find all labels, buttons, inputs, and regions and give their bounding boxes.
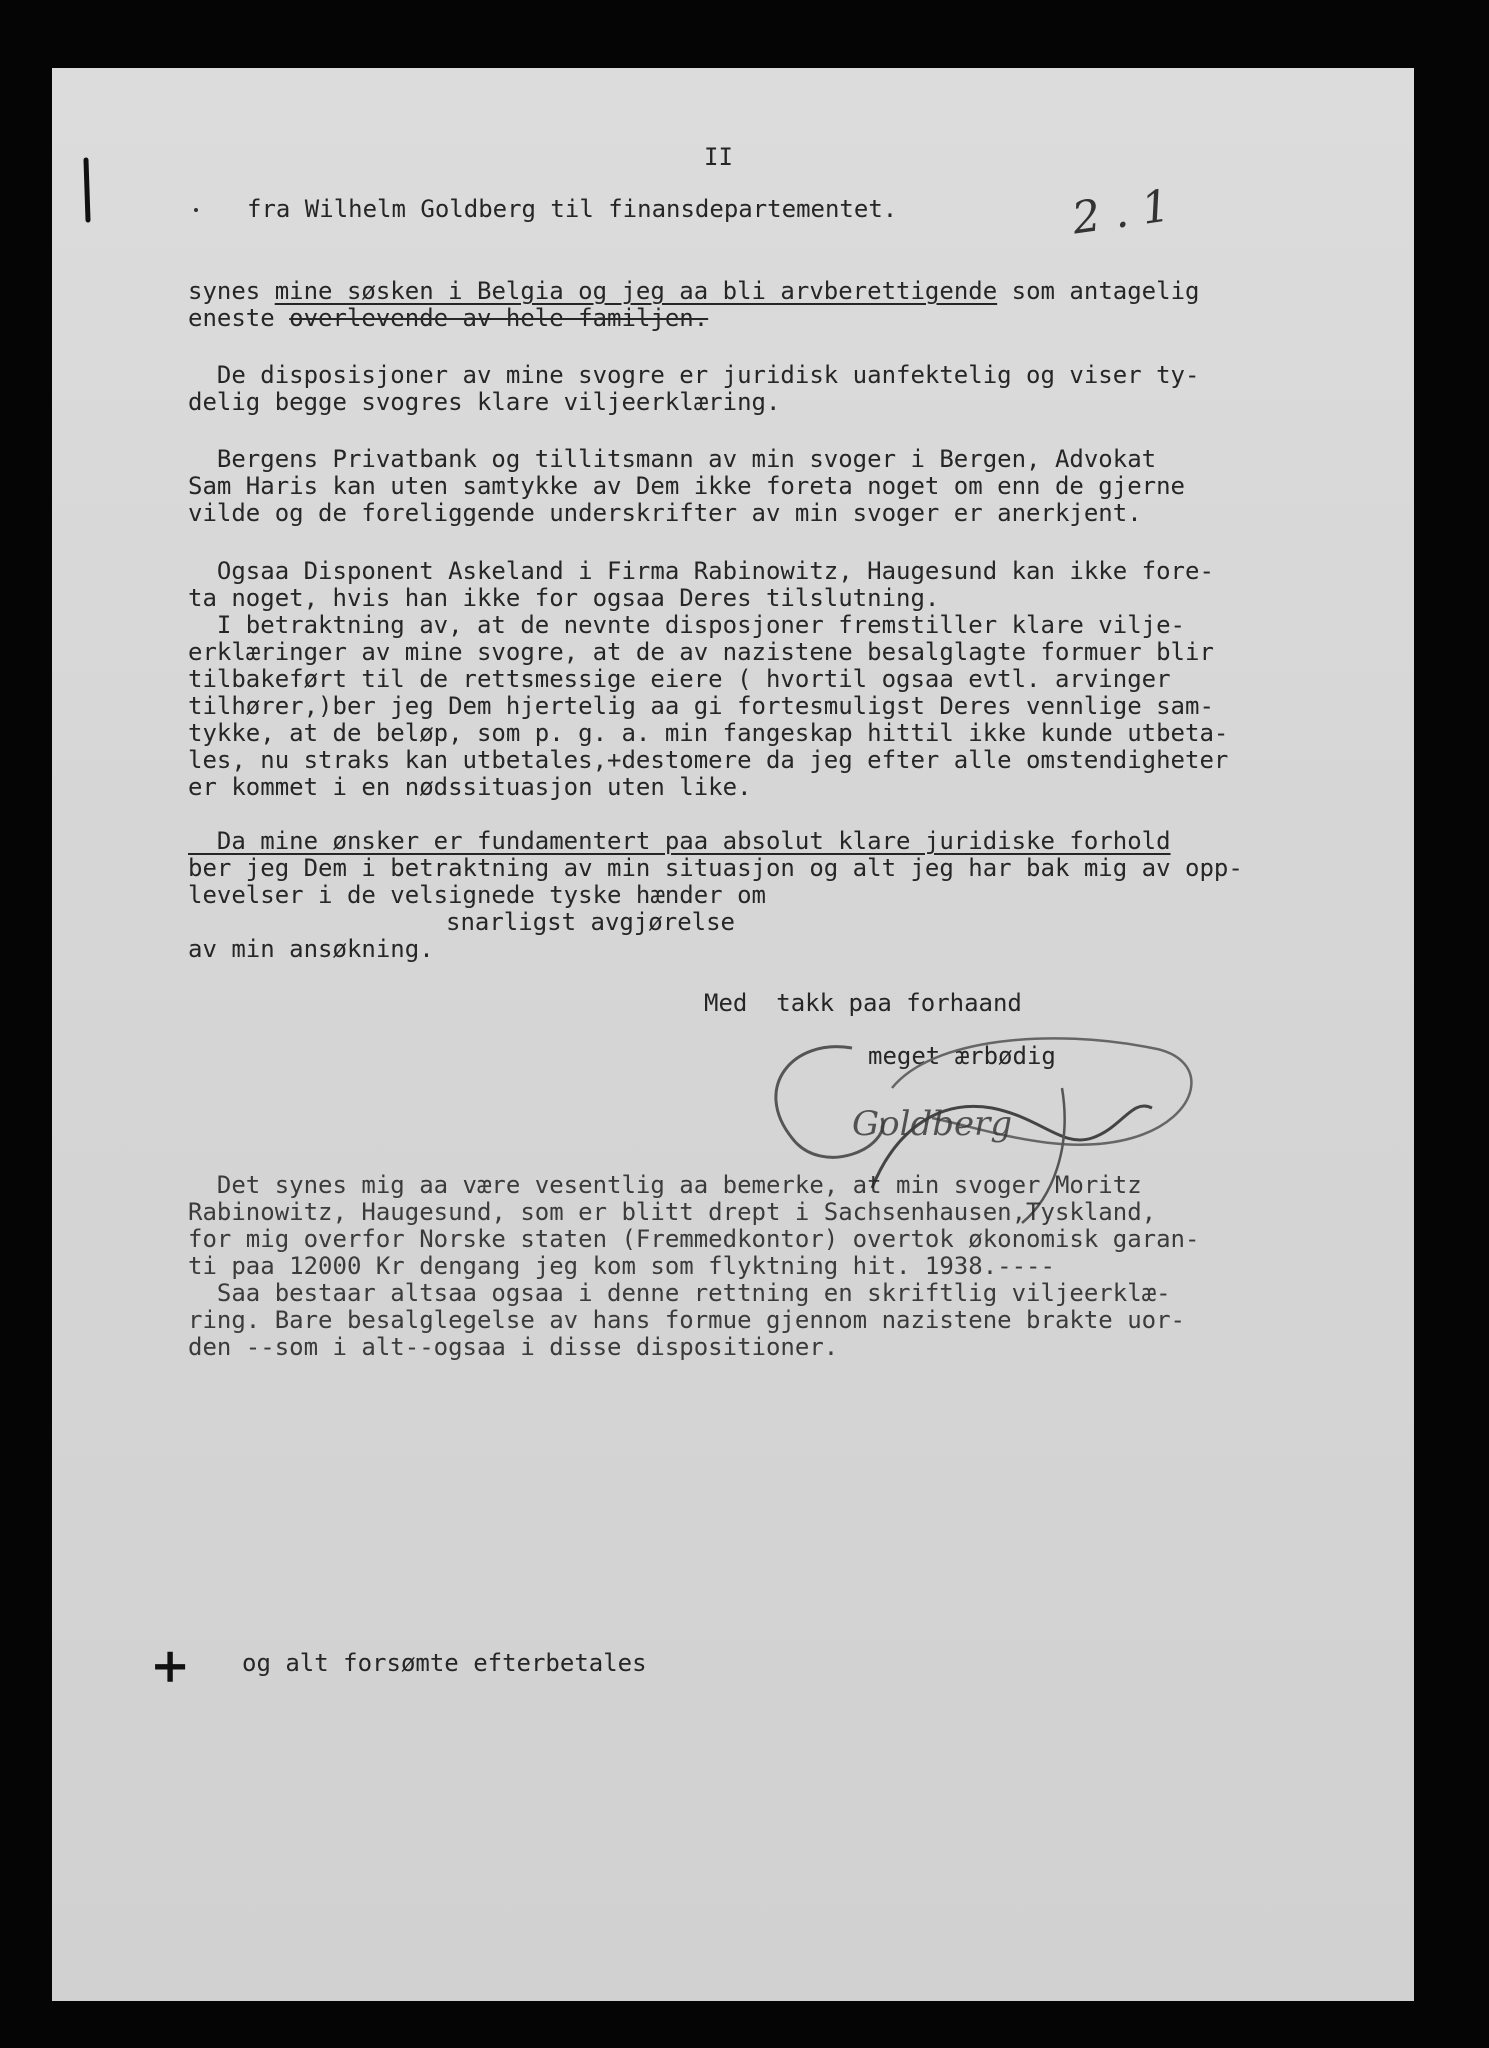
postscript-line: Det synes mig aa være vesentlig aa bemerke, at min svoger Moritz: [188, 1171, 1142, 1199]
footnote-text: og alt forsømte efterbetales: [242, 1649, 647, 1677]
typewritten-letter-page: [52, 68, 1414, 2001]
footnote-marker: +: [150, 1638, 191, 1694]
archive-handwritten-mark: 2.1: [1068, 178, 1187, 245]
paragraph-4-line: ta noget, hvis han ikke for ogsaa Deres tilslutning.: [188, 584, 940, 612]
postscript-line: for mig overfor Norske staten (Fremmedkontor) overtok økonomisk garan-: [188, 1225, 1200, 1253]
postscript-line: ring. Bare besalglegelse av hans formue gjennom nazistene brakte uor-: [188, 1306, 1185, 1334]
paragraph-1-line-1: synes mine søsken i Belgia og jeg aa bli arvberettigende som antagelig: [188, 277, 1200, 305]
paragraph-2-line: De disposisjoner av mine svogre er juridisk uanfektelig og viser ty-: [188, 361, 1200, 389]
dot-mark: [192, 206, 202, 216]
paragraph-4-line: I betraktning av, at de nevnte disposjoner fremstiller klare vilje-: [188, 611, 1185, 639]
margin-mark: [52, 68, 92, 268]
signature: Goldberg: [852, 1104, 1013, 1144]
header-line: fra Wilhelm Goldberg til finansdepartementet.: [247, 195, 898, 223]
paragraph-3-line: vilde og de foreliggende underskrifter av min svoger er anerkjent.: [188, 499, 1142, 527]
paragraph-5-line-1: Da mine ønsker er fundamentert paa absolut klare juridiske forhold: [188, 827, 1171, 855]
paragraph-4-line: er kommet i en nødssituasjon uten like.: [188, 773, 752, 801]
paragraph-5-line-4: snarligst avgjørelse: [446, 908, 735, 936]
paragraph-4-line: erklæringer av mine svogre, at de av nazistene besalglagte formuer blir: [188, 638, 1214, 666]
paragraph-4: [188, 558, 1228, 801]
page-number: II: [704, 143, 733, 171]
paragraph-4-line: les, nu straks kan utbetales,+destomere da jeg efter alle omstendigheter: [188, 746, 1229, 774]
paragraph-4-line: Ogsaa Disponent Askeland i Firma Rabinowitz, Haugesund kan ikke fore-: [188, 557, 1214, 585]
closing-line-2: meget ærbødig: [868, 1042, 1056, 1070]
postscript-line: den --som i alt--ogsaa i disse dispositioner.: [188, 1333, 839, 1361]
paragraph-2-line: delig begge svogres klare viljeerklæring.: [188, 388, 781, 416]
paragraph-4-line: tykke, at de beløp, som p. g. a. min fangeskap hittil ikke kunde utbeta-: [188, 719, 1229, 747]
paragraph-4-line: tilhører,)ber jeg Dem hjertelig aa gi fortesmuligst Deres vennlige sam-: [188, 692, 1214, 720]
closing-line-1: Med takk paa forhaand: [704, 989, 1022, 1017]
paragraph-3: [188, 446, 1185, 527]
paragraph-4-line: tilbakeført til de rettsmessige eiere ( hvortil ogsaa evtl. arvinger: [188, 665, 1171, 693]
paragraph-3-line: Sam Haris kan uten samtykke av Dem ikke foreta noget om enn de gjerne: [188, 472, 1185, 500]
paragraph-2: [188, 362, 1199, 416]
postscript: [188, 1172, 1199, 1361]
postscript-line: ti paa 12000 Kr dengang jeg kom som flyktning hit. 1938.----: [188, 1252, 1055, 1280]
paragraph-5-line-3: levelser i de velsignede tyske hænder om: [188, 881, 766, 909]
postscript-line: Saa bestaar altsaa ogsaa i denne rettning en skriftlig viljeerklæ-: [188, 1279, 1171, 1307]
postscript-line: Rabinowitz, Haugesund, som er blitt drept i Sachsenhausen,Tyskland,: [188, 1198, 1157, 1226]
paragraph-5-line-2: ber jeg Dem i betraktning av min situasjon og alt jeg har bak mig av opp-: [188, 854, 1243, 882]
paragraph-5-line-5: av min ansøkning.: [188, 935, 434, 963]
paragraph-1-line-2: eneste overlevende av hele familjen.: [188, 304, 709, 332]
paragraph-3-line: Bergens Privatbank og tillitsmann av min svoger i Bergen, Advokat: [188, 445, 1157, 473]
